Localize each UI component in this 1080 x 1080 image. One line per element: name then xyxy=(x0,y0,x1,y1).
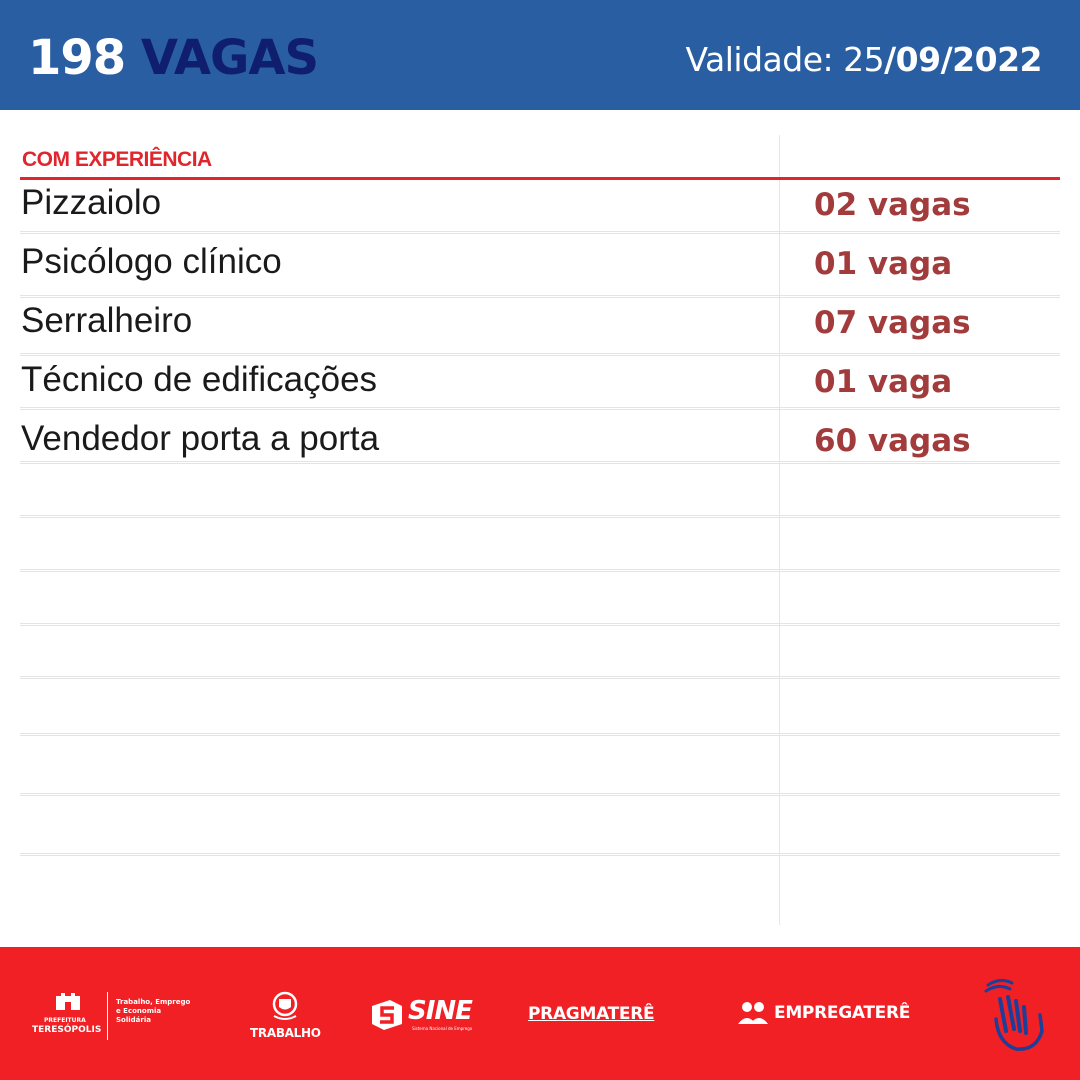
row-divider xyxy=(20,623,1060,626)
validity-date xyxy=(686,38,1042,82)
prefeitura-small-label: PREFEITURA xyxy=(44,1017,86,1024)
job-title: Técnico de edificações xyxy=(21,360,378,399)
secretaria-line2: e Economia xyxy=(116,1007,162,1015)
row-divider xyxy=(20,676,1060,679)
municipal-crest-icon xyxy=(53,990,83,1012)
section-title: COM EXPERIÊNCIA xyxy=(22,148,212,171)
sine-logo-icon xyxy=(370,998,404,1032)
job-count: 02 vagas xyxy=(814,187,971,223)
row-divider xyxy=(20,353,1060,356)
row-divider xyxy=(20,569,1060,572)
logo-separator xyxy=(107,992,108,1040)
job-title: Vendedor porta a porta xyxy=(21,419,380,458)
job-title: Pizzaiolo xyxy=(21,183,162,222)
row-divider xyxy=(20,407,1060,410)
job-title: Serralheiro xyxy=(21,301,193,340)
section-divider xyxy=(20,177,1060,180)
total-vacancies-number: 198 xyxy=(28,30,126,86)
total-vacancies-label: VAGAS xyxy=(140,30,319,86)
trabalho-logo xyxy=(248,990,328,1040)
row-divider xyxy=(20,461,1060,464)
column-divider xyxy=(779,135,780,925)
job-count: 60 vagas xyxy=(814,423,971,459)
secretaria-line3: Solidária xyxy=(116,1016,151,1024)
row-divider xyxy=(20,231,1060,234)
trabalho-label: TRABALHO xyxy=(250,1026,321,1040)
validity-prefix: Validade: 25 xyxy=(685,40,885,79)
validity-date-bold: /09/2022 xyxy=(884,40,1042,79)
empregatere-logo xyxy=(736,1000,936,1030)
prefeitura-logo xyxy=(30,990,110,1040)
pragmatere-logo: PRAGMATERÊ xyxy=(528,1004,655,1024)
job-count: 07 vagas xyxy=(814,305,971,341)
sine-label: SINE xyxy=(408,996,472,1026)
secretaria-logo xyxy=(116,998,190,1025)
vacancies-table xyxy=(20,135,1060,925)
header-bar xyxy=(0,0,1080,110)
job-title: Psicólogo clínico xyxy=(21,242,282,281)
row-divider xyxy=(20,295,1060,298)
total-vacancies xyxy=(28,28,318,88)
job-count: 01 vaga xyxy=(814,364,953,400)
prefeitura-city-label: TERESÓPOLIS xyxy=(32,1025,102,1035)
row-divider xyxy=(20,733,1060,736)
pointing-hand-icon xyxy=(980,975,1050,1055)
sine-logo xyxy=(370,996,490,1036)
people-icon xyxy=(736,1000,770,1026)
row-divider xyxy=(20,853,1060,856)
job-count: 01 vaga xyxy=(814,246,953,282)
empregatere-label: EMPREGATERÊ xyxy=(774,1003,911,1023)
sine-sub-label: Sistema Nacional de Emprego xyxy=(412,1026,473,1031)
state-crest-icon xyxy=(270,990,300,1022)
row-divider xyxy=(20,515,1060,518)
row-divider xyxy=(20,793,1060,796)
secretaria-line1: Trabalho, Emprego xyxy=(116,998,191,1006)
